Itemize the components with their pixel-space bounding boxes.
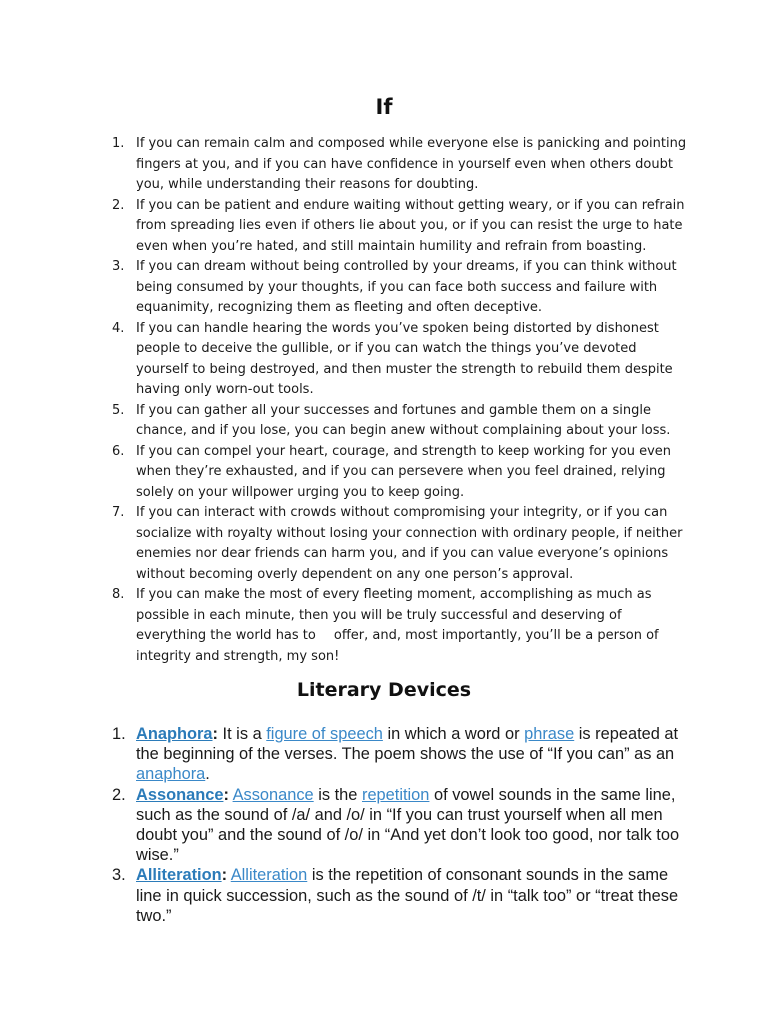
- link-alliteration[interactable]: Alliteration: [230, 866, 308, 885]
- list-item: [112, 585, 692, 667]
- section-title: Literary Devices: [296, 679, 472, 701]
- list-number: 5.: [112, 402, 125, 418]
- link-figure-of-speech[interactable]: figure of speech: [266, 725, 383, 743]
- term-colon: :: [223, 785, 229, 804]
- device-text: in which a word or: [382, 725, 525, 743]
- term-link-anaphora[interactable]: Anaphora: [136, 725, 213, 743]
- device-text: is the: [313, 785, 362, 804]
- device-item-anaphora: [112, 724, 692, 785]
- list-item: [112, 401, 692, 442]
- list-item: [112, 503, 692, 585]
- device-text: of vowel sounds in the same line, such as the sound of /a/ and /o/ in “If you can trust yourself when all men doubt you” and the sound of /o/ in “And yet don’t look too good, nor talk too wise.”: [136, 785, 680, 865]
- list-item: [112, 319, 692, 401]
- link-repetition[interactable]: repetition: [361, 785, 430, 804]
- list-item-text: If you can gather all your successes and fortunes and gamble them on a single chance, and if you lose, you can begin anew without complaining about your loss.: [136, 402, 671, 438]
- device-text: is the repetition of consonant sounds in the same line in quick succession, such as the sound of /t/ in “talk too” or “treat these two.”: [136, 866, 679, 925]
- device-text: It is a: [217, 725, 267, 743]
- list-item: [112, 134, 692, 196]
- list-item-text: If you can remain calm and composed while everyone else is panicking and pointing fingers at you, and if you can have confidence in yourself even when others doubt you, while understanding their reasons for doubting.: [136, 136, 687, 192]
- term-link-assonance[interactable]: Assonance: [136, 785, 224, 804]
- list-item-text: If you can be patient and endure waiting without getting weary, or if you can refrain from spreading lies even if others lie about you, or if you can resist the urge to hate even when you’re hated, and still maintain humility and refrain from boasting.: [136, 197, 685, 254]
- list-number: 1.: [112, 136, 125, 151]
- list-number: 6.: [112, 443, 125, 459]
- list-number: 3.: [112, 866, 126, 885]
- list-item-text-continued: offer, and, most importantly, you’ll be a person of integrity and strength, my son!: [136, 628, 659, 664]
- link-phrase[interactable]: phrase: [524, 725, 575, 743]
- list-item-text: If you can dream without being controlled by your dreams, if you can think without being consumed by your thoughts, if you can face both success and failure with equanimity, recognizing them as fleeting and often deceptive.: [136, 259, 677, 315]
- list-item-text: If you can handle hearing the words you’ve spoken being distorted by dishonest people to deceive the gullible, or if you can watch the things you’ve devoted yourself to being destroyed, and then muster the strength to rebuild them despite having only worn-out tools.: [136, 320, 673, 397]
- list-number: 8.: [112, 587, 125, 602]
- poem-paraphrase-list: [112, 134, 692, 667]
- list-number: 7.: [112, 505, 125, 520]
- term-link-alliteration[interactable]: Alliteration: [136, 866, 222, 885]
- literary-devices-list: [112, 724, 692, 926]
- list-number: 3.: [112, 259, 125, 274]
- list-item: [112, 442, 692, 504]
- link-anaphora[interactable]: anaphora: [136, 765, 206, 784]
- list-item-text: If you can make the most of every fleeting moment, accomplishing as much as possible in each minute, then you will be truly successful and deserving of everything the world has to: [136, 587, 652, 643]
- list-item-text: If you can compel your heart, courage, and strength to keep working for you even when they’re exhausted, and if you can persevere when you feel drained, relying solely on your willpower urging you to keep going.: [136, 443, 671, 500]
- list-number: 4.: [112, 320, 125, 336]
- device-item-assonance: [112, 785, 692, 866]
- device-item-alliteration: [112, 865, 692, 926]
- device-text: .: [205, 765, 210, 784]
- term-colon: :: [221, 866, 228, 885]
- link-assonance[interactable]: Assonance: [232, 785, 314, 804]
- list-item: [112, 196, 692, 258]
- list-item: [112, 257, 692, 319]
- term-colon: :: [212, 725, 218, 743]
- list-number: 1.: [112, 725, 126, 743]
- list-number: 2.: [112, 785, 126, 804]
- list-item-text: If you can interact with crowds without compromising your integrity, or if you can socialize with royalty without losing your connection with ordinary people, if neither enemies nor dear friends can harm you, and if you can value everyone’s opinions without becoming overly dependent on any one person’s approval.: [136, 505, 683, 582]
- page-title: If: [375, 95, 393, 119]
- device-text: is repeated at the beginning of the verses. The poem shows the use of “If you can” as an: [136, 725, 679, 764]
- list-number: 2.: [112, 197, 125, 213]
